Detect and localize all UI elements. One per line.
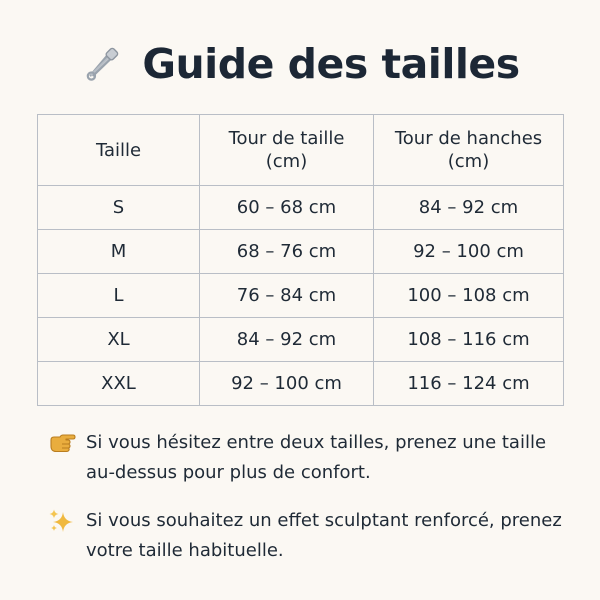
- header-waist-unit: (cm): [265, 151, 308, 172]
- waist-cell: 76 – 84 cm: [200, 274, 374, 318]
- size-table: [37, 114, 564, 406]
- pointing-hand-icon: [48, 430, 76, 456]
- table-row: [38, 274, 564, 318]
- waist-cell: 60 – 68 cm: [200, 186, 374, 230]
- hips-cell: 100 – 108 cm: [374, 274, 564, 318]
- note-text: Si vous souhaitez un effet sculptant renforcé, prenez votre taille habituelle.: [86, 510, 562, 561]
- title-row: [0, 36, 600, 92]
- size-cell: S: [38, 186, 200, 230]
- size-cell: XL: [38, 318, 200, 362]
- note-item: [48, 428, 568, 488]
- table-row: [38, 186, 564, 230]
- header-size: [38, 115, 200, 186]
- table-row: [38, 230, 564, 274]
- header-size-label: Taille: [95, 139, 142, 161]
- size-cell: XXL: [38, 362, 200, 406]
- size-cell: M: [38, 230, 200, 274]
- note-item: [48, 506, 568, 566]
- hips-cell: 108 – 116 cm: [374, 318, 564, 362]
- page-title: Guide des tailles: [142, 40, 520, 88]
- sparkles-icon: [48, 508, 76, 534]
- waist-cell: 84 – 92 cm: [200, 318, 374, 362]
- header-waist-label: Tour de taille: [228, 128, 345, 149]
- header-hips-unit: (cm): [447, 151, 490, 172]
- table-row: [38, 362, 564, 406]
- header-hips: [374, 115, 564, 186]
- table-header-row: [38, 115, 564, 186]
- header-waist: [200, 115, 374, 186]
- size-cell: L: [38, 274, 200, 318]
- safety-pin-icon: [80, 42, 124, 86]
- waist-cell: 92 – 100 cm: [200, 362, 374, 406]
- header-hips-label: Tour de hanches: [394, 128, 543, 149]
- table-row: [38, 318, 564, 362]
- hips-cell: 92 – 100 cm: [374, 230, 564, 274]
- notes-section: [48, 428, 568, 584]
- hips-cell: 84 – 92 cm: [374, 186, 564, 230]
- waist-cell: 68 – 76 cm: [200, 230, 374, 274]
- hips-cell: 116 – 124 cm: [374, 362, 564, 406]
- note-text: Si vous hésitez entre deux tailles, prenez une taille au-dessus pour plus de confort.: [86, 432, 547, 483]
